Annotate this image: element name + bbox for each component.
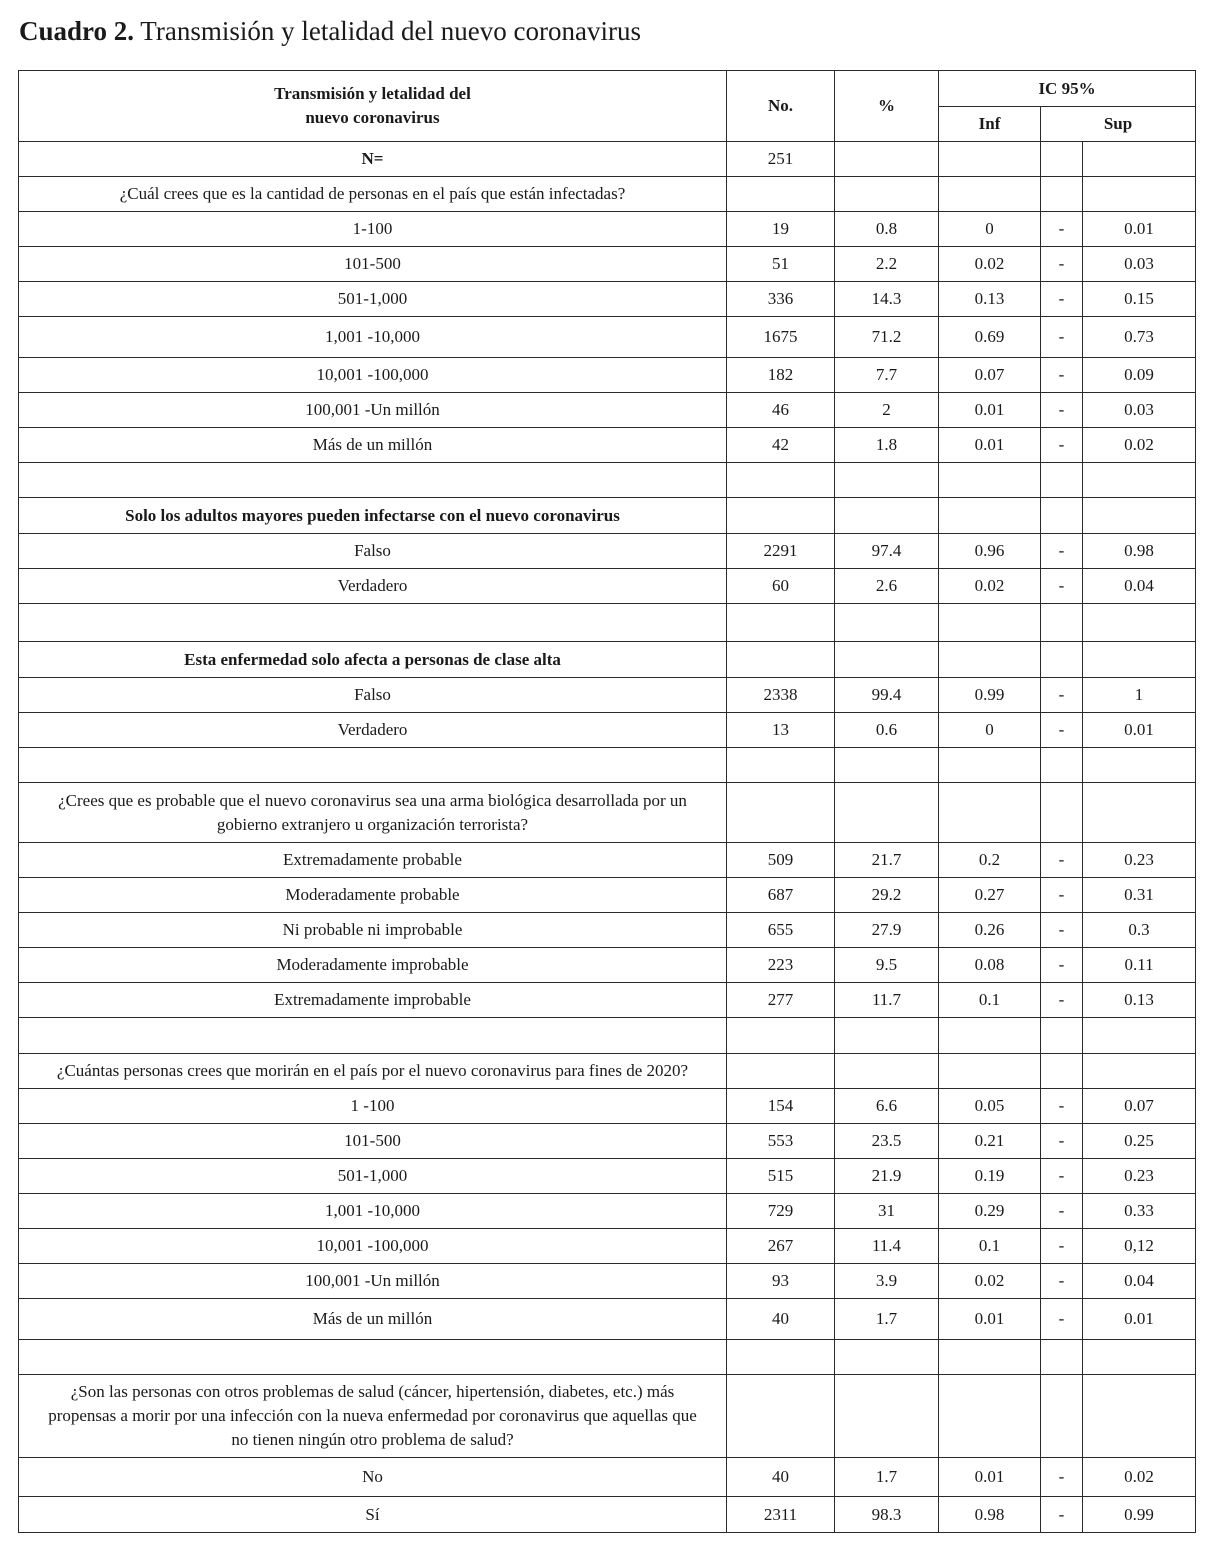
inf-cell: 0.01 <box>939 393 1041 428</box>
dash-cell: - <box>1041 1124 1083 1159</box>
inf-cell <box>939 748 1041 783</box>
no-cell <box>727 604 835 642</box>
pct-cell: 31 <box>835 1194 939 1229</box>
sup-cell: 0.11 <box>1083 948 1196 983</box>
no-cell: 2311 <box>727 1497 835 1533</box>
no-cell: 553 <box>727 1124 835 1159</box>
category-cell: 10,001 -100,000 <box>19 1229 727 1264</box>
table-row <box>19 534 1196 569</box>
sup-cell <box>1083 783 1196 843</box>
sup-cell: 0.09 <box>1083 358 1196 393</box>
dash-cell: - <box>1041 1159 1083 1194</box>
table-question-row <box>19 1054 1196 1089</box>
no-cell: 336 <box>727 282 835 317</box>
table-question-row <box>19 177 1196 212</box>
dash-cell: - <box>1041 358 1083 393</box>
header-pct: % <box>835 71 939 142</box>
pct-cell <box>835 748 939 783</box>
sup-cell <box>1083 642 1196 678</box>
no-cell: 277 <box>727 983 835 1018</box>
category-cell: Extremadamente probable <box>19 843 727 878</box>
inf-cell <box>939 142 1041 177</box>
no-cell <box>727 177 835 212</box>
table-row <box>19 1299 1196 1340</box>
inf-cell: 0.1 <box>939 1229 1041 1264</box>
dash-cell <box>1041 748 1083 783</box>
no-cell: 2291 <box>727 534 835 569</box>
pct-cell: 9.5 <box>835 948 939 983</box>
table-row <box>19 878 1196 913</box>
table-total-row <box>19 142 1196 177</box>
no-cell: 729 <box>727 1194 835 1229</box>
no-cell: 515 <box>727 1159 835 1194</box>
table-row <box>19 913 1196 948</box>
no-cell: 19 <box>727 212 835 247</box>
dash-cell: - <box>1041 678 1083 713</box>
dash-cell: - <box>1041 247 1083 282</box>
table-row <box>19 1159 1196 1194</box>
inf-cell <box>939 604 1041 642</box>
category-cell <box>19 604 727 642</box>
no-cell: 251 <box>727 142 835 177</box>
pct-cell: 2.6 <box>835 569 939 604</box>
sup-cell: 0.98 <box>1083 534 1196 569</box>
dash-cell: - <box>1041 1089 1083 1124</box>
pct-cell: 2 <box>835 393 939 428</box>
inf-cell: 0.21 <box>939 1124 1041 1159</box>
dash-cell: - <box>1041 317 1083 358</box>
question-cell: ¿Cuál crees que es la cantidad de personas en el país que están infectadas? <box>19 177 727 212</box>
no-cell <box>727 1054 835 1089</box>
sup-cell: 0.07 <box>1083 1089 1196 1124</box>
sup-cell <box>1083 463 1196 498</box>
category-cell: N= <box>19 142 727 177</box>
category-cell: 101-500 <box>19 247 727 282</box>
pct-cell: 98.3 <box>835 1497 939 1533</box>
table-row <box>19 1229 1196 1264</box>
no-cell: 154 <box>727 1089 835 1124</box>
dash-cell: - <box>1041 428 1083 463</box>
category-cell: Moderadamente probable <box>19 878 727 913</box>
sup-cell: 0.01 <box>1083 713 1196 748</box>
table-row <box>19 983 1196 1018</box>
pct-cell <box>835 783 939 843</box>
category-cell: 1,001 -10,000 <box>19 317 727 358</box>
no-cell: 40 <box>727 1299 835 1340</box>
pct-cell: 1.8 <box>835 428 939 463</box>
category-cell: Más de un millón <box>19 428 727 463</box>
no-cell: 687 <box>727 878 835 913</box>
no-cell: 267 <box>727 1229 835 1264</box>
category-cell: Extremadamente improbable <box>19 983 727 1018</box>
table-question-row <box>19 783 1196 843</box>
dash-cell <box>1041 1340 1083 1375</box>
table-spacer-row <box>19 1018 1196 1054</box>
pct-cell <box>835 1375 939 1458</box>
inf-cell: 0 <box>939 212 1041 247</box>
dash-cell <box>1041 604 1083 642</box>
sup-cell: 0.23 <box>1083 843 1196 878</box>
dash-cell: - <box>1041 913 1083 948</box>
category-cell: Verdadero <box>19 569 727 604</box>
sup-cell <box>1083 748 1196 783</box>
no-cell: 13 <box>727 713 835 748</box>
table-row <box>19 358 1196 393</box>
dash-cell: - <box>1041 878 1083 913</box>
sup-cell: 0.13 <box>1083 983 1196 1018</box>
pct-cell: 71.2 <box>835 317 939 358</box>
sup-cell: 0.33 <box>1083 1194 1196 1229</box>
table-row <box>19 393 1196 428</box>
category-cell: 101-500 <box>19 1124 727 1159</box>
category-cell: 10,001 -100,000 <box>19 358 727 393</box>
no-cell <box>727 463 835 498</box>
category-cell: 501-1,000 <box>19 1159 727 1194</box>
category-cell: Más de un millón <box>19 1299 727 1340</box>
category-cell: 1-100 <box>19 212 727 247</box>
sup-cell: 0.31 <box>1083 878 1196 913</box>
pct-cell: 2.2 <box>835 247 939 282</box>
no-cell <box>727 1375 835 1458</box>
pct-cell: 7.7 <box>835 358 939 393</box>
dash-cell <box>1041 498 1083 534</box>
sup-cell: 0.3 <box>1083 913 1196 948</box>
question-cell: Solo los adultos mayores pueden infectarse con el nuevo coronavirus <box>19 498 727 534</box>
dash-cell: - <box>1041 212 1083 247</box>
dash-cell: - <box>1041 948 1083 983</box>
category-cell: 100,001 -Un millón <box>19 1264 727 1299</box>
inf-cell: 0.69 <box>939 317 1041 358</box>
category-cell: 501-1,000 <box>19 282 727 317</box>
sup-cell: 0.15 <box>1083 282 1196 317</box>
pct-cell: 0.6 <box>835 713 939 748</box>
caption-title: Transmisión y letalidad del nuevo coronavirus <box>140 16 641 46</box>
table-row <box>19 212 1196 247</box>
pct-cell: 29.2 <box>835 878 939 913</box>
table-row <box>19 282 1196 317</box>
inf-cell <box>939 1375 1041 1458</box>
category-cell <box>19 1018 727 1054</box>
pct-cell: 14.3 <box>835 282 939 317</box>
header-no: No. <box>727 71 835 142</box>
no-cell <box>727 1340 835 1375</box>
no-cell: 93 <box>727 1264 835 1299</box>
category-cell: 100,001 -Un millón <box>19 393 727 428</box>
inf-cell: 0.13 <box>939 282 1041 317</box>
sup-cell <box>1083 142 1196 177</box>
sup-cell <box>1083 604 1196 642</box>
sup-cell: 0.25 <box>1083 1124 1196 1159</box>
inf-cell: 0.08 <box>939 948 1041 983</box>
category-cell: Verdadero <box>19 713 727 748</box>
no-cell: 42 <box>727 428 835 463</box>
inf-cell: 0.05 <box>939 1089 1041 1124</box>
pct-cell: 0.8 <box>835 212 939 247</box>
dash-cell: - <box>1041 1229 1083 1264</box>
sup-cell: 0.04 <box>1083 1264 1196 1299</box>
dash-cell <box>1041 783 1083 843</box>
table-row <box>19 247 1196 282</box>
no-cell: 46 <box>727 393 835 428</box>
pct-cell: 23.5 <box>835 1124 939 1159</box>
no-cell <box>727 1018 835 1054</box>
inf-cell <box>939 1054 1041 1089</box>
inf-cell: 0.2 <box>939 843 1041 878</box>
sup-cell: 0.73 <box>1083 317 1196 358</box>
no-cell <box>727 783 835 843</box>
pct-cell <box>835 498 939 534</box>
table-row <box>19 1264 1196 1299</box>
table-row <box>19 843 1196 878</box>
dash-cell <box>1041 1018 1083 1054</box>
pct-cell: 21.9 <box>835 1159 939 1194</box>
dash-cell: - <box>1041 282 1083 317</box>
category-cell <box>19 1340 727 1375</box>
inf-cell: 0.02 <box>939 247 1041 282</box>
inf-cell: 0.27 <box>939 878 1041 913</box>
no-cell: 40 <box>727 1458 835 1497</box>
sup-cell <box>1083 1375 1196 1458</box>
table-row <box>19 948 1196 983</box>
inf-cell: 0.19 <box>939 1159 1041 1194</box>
inf-cell: 0.01 <box>939 428 1041 463</box>
header-category: Transmisión y letalidad del nuevo coronavirus <box>19 71 727 142</box>
dash-cell <box>1041 142 1083 177</box>
category-cell: 1,001 -10,000 <box>19 1194 727 1229</box>
pct-cell <box>835 177 939 212</box>
pct-cell <box>835 142 939 177</box>
inf-cell <box>939 783 1041 843</box>
table-row <box>19 678 1196 713</box>
pct-cell: 1.7 <box>835 1458 939 1497</box>
table-spacer-row <box>19 748 1196 783</box>
sup-cell <box>1083 1340 1196 1375</box>
category-cell: Falso <box>19 534 727 569</box>
dash-cell: - <box>1041 1458 1083 1497</box>
no-cell <box>727 642 835 678</box>
no-cell: 655 <box>727 913 835 948</box>
category-cell: No <box>19 1458 727 1497</box>
table-question-row <box>19 642 1196 678</box>
inf-cell <box>939 642 1041 678</box>
question-cell: ¿Son las personas con otros problemas de salud (cáncer, hipertensión, diabetes, etc.) más propensas a morir por una infección con la nueva enfermedad por coronavirus que aquellas que no tienen ningún otro problema de salud? <box>19 1375 727 1458</box>
inf-cell: 0.01 <box>939 1299 1041 1340</box>
table-row <box>19 317 1196 358</box>
dash-cell <box>1041 177 1083 212</box>
no-cell: 2338 <box>727 678 835 713</box>
inf-cell <box>939 463 1041 498</box>
dash-cell <box>1041 642 1083 678</box>
caption-lead: Cuadro 2. <box>19 16 135 46</box>
table-row <box>19 713 1196 748</box>
pct-cell: 11.7 <box>835 983 939 1018</box>
inf-cell <box>939 177 1041 212</box>
no-cell <box>727 498 835 534</box>
data-table <box>18 70 1196 1533</box>
pct-cell: 21.7 <box>835 843 939 878</box>
sup-cell: 0.02 <box>1083 1458 1196 1497</box>
sup-cell <box>1083 498 1196 534</box>
category-cell: Falso <box>19 678 727 713</box>
category-cell: Ni probable ni improbable <box>19 913 727 948</box>
no-cell: 51 <box>727 247 835 282</box>
table-row <box>19 428 1196 463</box>
question-cell: ¿Cuántas personas crees que morirán en el país por el nuevo coronavirus para fines de 2020? <box>19 1054 727 1089</box>
inf-cell: 0 <box>939 713 1041 748</box>
no-cell: 182 <box>727 358 835 393</box>
category-cell <box>19 748 727 783</box>
dash-cell: - <box>1041 843 1083 878</box>
sup-cell: 0.03 <box>1083 247 1196 282</box>
no-cell: 223 <box>727 948 835 983</box>
inf-cell <box>939 498 1041 534</box>
sup-cell: 1 <box>1083 678 1196 713</box>
table-caption <box>19 12 641 50</box>
dash-cell: - <box>1041 713 1083 748</box>
pct-cell: 1.7 <box>835 1299 939 1340</box>
table-row <box>19 569 1196 604</box>
dash-cell: - <box>1041 393 1083 428</box>
category-cell <box>19 463 727 498</box>
inf-cell <box>939 1340 1041 1375</box>
pct-cell <box>835 1018 939 1054</box>
inf-cell: 0.1 <box>939 983 1041 1018</box>
pct-cell: 11.4 <box>835 1229 939 1264</box>
category-cell: 1 -100 <box>19 1089 727 1124</box>
sup-cell: 0.04 <box>1083 569 1196 604</box>
inf-cell: 0.99 <box>939 678 1041 713</box>
pct-cell <box>835 1340 939 1375</box>
pct-cell: 3.9 <box>835 1264 939 1299</box>
no-cell: 60 <box>727 569 835 604</box>
sup-cell: 0.23 <box>1083 1159 1196 1194</box>
no-cell: 1675 <box>727 317 835 358</box>
category-cell: Sí <box>19 1497 727 1533</box>
inf-cell: 0.98 <box>939 1497 1041 1533</box>
table-row <box>19 1194 1196 1229</box>
dash-cell: - <box>1041 534 1083 569</box>
inf-cell: 0.07 <box>939 358 1041 393</box>
dash-cell <box>1041 1375 1083 1458</box>
sup-cell: 0.99 <box>1083 1497 1196 1533</box>
sup-cell <box>1083 177 1196 212</box>
inf-cell: 0.96 <box>939 534 1041 569</box>
no-cell: 509 <box>727 843 835 878</box>
table-row <box>19 1124 1196 1159</box>
inf-cell: 0.02 <box>939 569 1041 604</box>
pct-cell <box>835 604 939 642</box>
inf-cell: 0.29 <box>939 1194 1041 1229</box>
header-inf: Inf <box>939 107 1041 142</box>
header-sup: Sup <box>1041 107 1196 142</box>
table-row <box>19 1458 1196 1497</box>
sup-cell <box>1083 1018 1196 1054</box>
inf-cell: 0.02 <box>939 1264 1041 1299</box>
pct-cell: 97.4 <box>835 534 939 569</box>
inf-cell <box>939 1018 1041 1054</box>
table-row <box>19 1089 1196 1124</box>
dash-cell <box>1041 463 1083 498</box>
inf-cell: 0.01 <box>939 1458 1041 1497</box>
sup-cell: 0.03 <box>1083 393 1196 428</box>
pct-cell <box>835 463 939 498</box>
dash-cell: - <box>1041 983 1083 1018</box>
pct-cell: 6.6 <box>835 1089 939 1124</box>
sup-cell <box>1083 1054 1196 1089</box>
table-body <box>19 142 1196 1533</box>
dash-cell: - <box>1041 1497 1083 1533</box>
table-question-row <box>19 498 1196 534</box>
table-spacer-row <box>19 1340 1196 1375</box>
table-spacer-row <box>19 604 1196 642</box>
header-ic95: IC 95% <box>939 71 1196 107</box>
table-spacer-row <box>19 463 1196 498</box>
pct-cell: 27.9 <box>835 913 939 948</box>
category-cell: Moderadamente improbable <box>19 948 727 983</box>
dash-cell: - <box>1041 569 1083 604</box>
dash-cell: - <box>1041 1264 1083 1299</box>
no-cell <box>727 748 835 783</box>
dash-cell: - <box>1041 1194 1083 1229</box>
question-cell: Esta enfermedad solo afecta a personas de clase alta <box>19 642 727 678</box>
table-row <box>19 1497 1196 1533</box>
pct-cell: 99.4 <box>835 678 939 713</box>
dash-cell: - <box>1041 1299 1083 1340</box>
inf-cell: 0.26 <box>939 913 1041 948</box>
pct-cell <box>835 1054 939 1089</box>
dash-cell <box>1041 1054 1083 1089</box>
table-question-row <box>19 1375 1196 1458</box>
sup-cell: 0.02 <box>1083 428 1196 463</box>
question-cell: ¿Crees que es probable que el nuevo coronavirus sea una arma biológica desarrollada por un gobierno extranjero u organización terrorista? <box>19 783 727 843</box>
sup-cell: 0,12 <box>1083 1229 1196 1264</box>
sup-cell: 0.01 <box>1083 1299 1196 1340</box>
pct-cell <box>835 642 939 678</box>
sup-cell: 0.01 <box>1083 212 1196 247</box>
